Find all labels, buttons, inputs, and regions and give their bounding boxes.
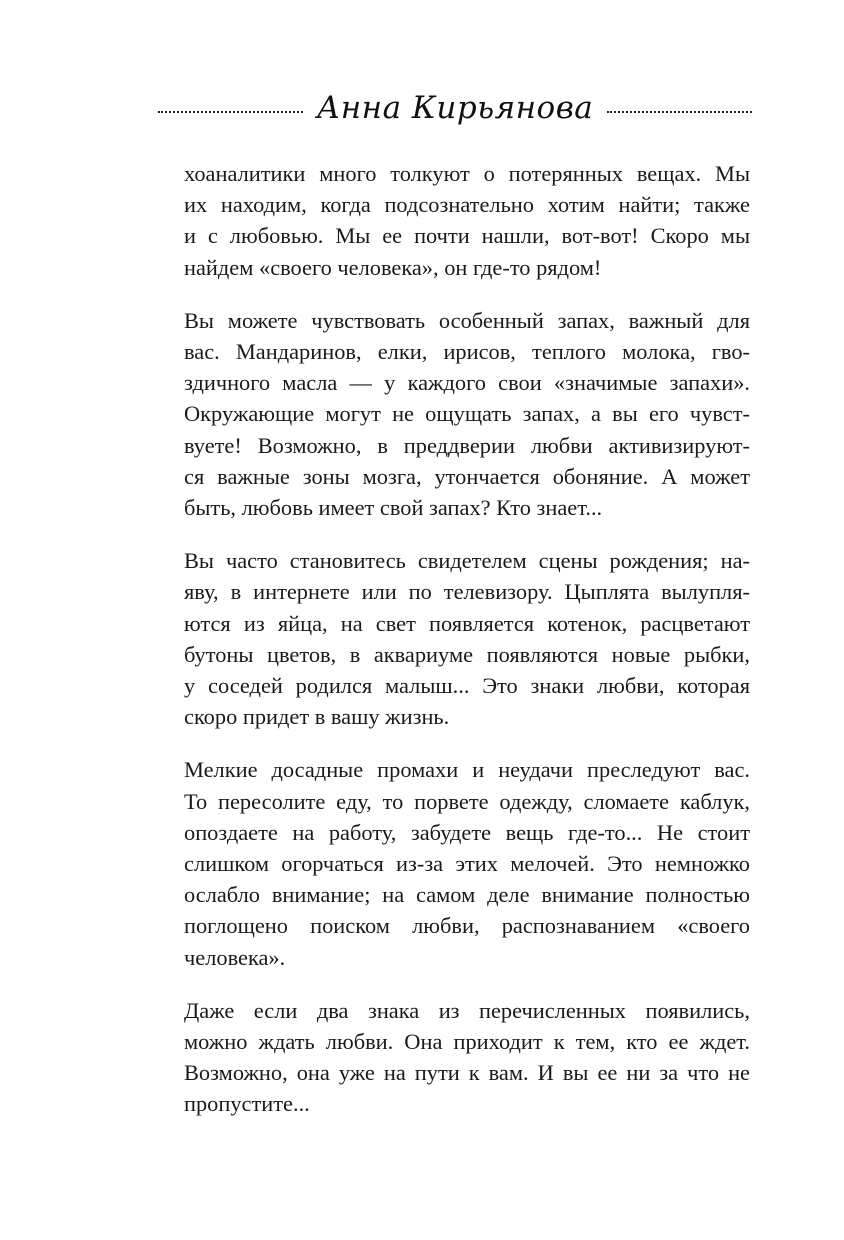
paragraph-2 (184, 305, 750, 523)
text-line: Вы часто становитесь свидетелем сцены рождения; на- (184, 548, 750, 574)
text-line: Даже если два знака из перечисленных появились, (184, 997, 750, 1023)
text-line: вуете! Возможно, в преддверии любви активизируют- (184, 432, 750, 458)
text-line: их находим, когда подсознательно хотим найти; также (184, 192, 750, 218)
text-line: Мелкие досадные промахи и неудачи преследуют вас. (184, 757, 750, 783)
text-line: опоздаете на работу, забудете вещь где-то... Не стоит (184, 819, 750, 845)
text-line: Вы можете чувствовать особенный запах, важный для (184, 307, 750, 333)
text-line: у соседей родился малыш... Это знаки любви, которая (184, 673, 750, 699)
paragraph-1 (184, 158, 750, 283)
header-dotted-rule-left (158, 111, 303, 113)
text-line: То пересолите еду, то порвете одежду, сломаете каблук, (184, 788, 750, 814)
text-line: слишком огорчаться из-за этих мелочей. Это немножко (184, 851, 750, 877)
author-name: Анна Кирьянова (316, 90, 594, 126)
text-line: скоро придет в вашу жизнь. (184, 704, 450, 730)
text-line: можно ждать любви. Она приходит к тем, кто ее ждет. (184, 1029, 750, 1055)
text-line: и с любовью. Мы ее почти нашли, вот-вот! Скоро мы (184, 223, 750, 249)
header-dotted-rule-right (607, 111, 752, 113)
text-line: Окружающие могут не ощущать запах, а вы его чувст- (184, 401, 750, 427)
text-line: человека». (184, 944, 286, 970)
text-line: вас. Мандаринов, елки, ирисов, теплого молока, гво- (184, 339, 750, 365)
text-line: бутоны цветов, в аквариуме появляются новые рыбки, (184, 641, 750, 667)
text-line: пропустите... (184, 1091, 310, 1117)
page-body (184, 158, 750, 1142)
paragraph-4 (184, 754, 750, 972)
text-line: Возможно, она уже на пути к вам. И вы ее ни за что не (184, 1060, 750, 1086)
text-line: хоаналитики много толкуют о потерянных вещах. Мы (184, 161, 750, 186)
text-line: найдем «своего человека», он где-то рядом! (184, 254, 602, 280)
text-line: яву, в интернете или по телевизору. Цыплята вылупля- (184, 579, 750, 605)
text-line: ся важные зоны мозга, утончается обоняние. А может (184, 463, 750, 489)
paragraph-5 (184, 995, 750, 1120)
text-line: быть, любовь имеет свой запах? Кто знает... (184, 495, 603, 521)
running-header (158, 80, 752, 136)
text-line: здичного масла — у каждого свои «значимые запахи». (184, 370, 750, 396)
text-line: ются из яйца, на свет появляется котенок, расцветают (184, 610, 750, 636)
text-line: ослабло внимание; на самом деле внимание полностью (184, 882, 750, 908)
paragraph-3 (184, 545, 750, 732)
text-line: поглощено поиском любви, распознаванием «своего (184, 913, 750, 939)
